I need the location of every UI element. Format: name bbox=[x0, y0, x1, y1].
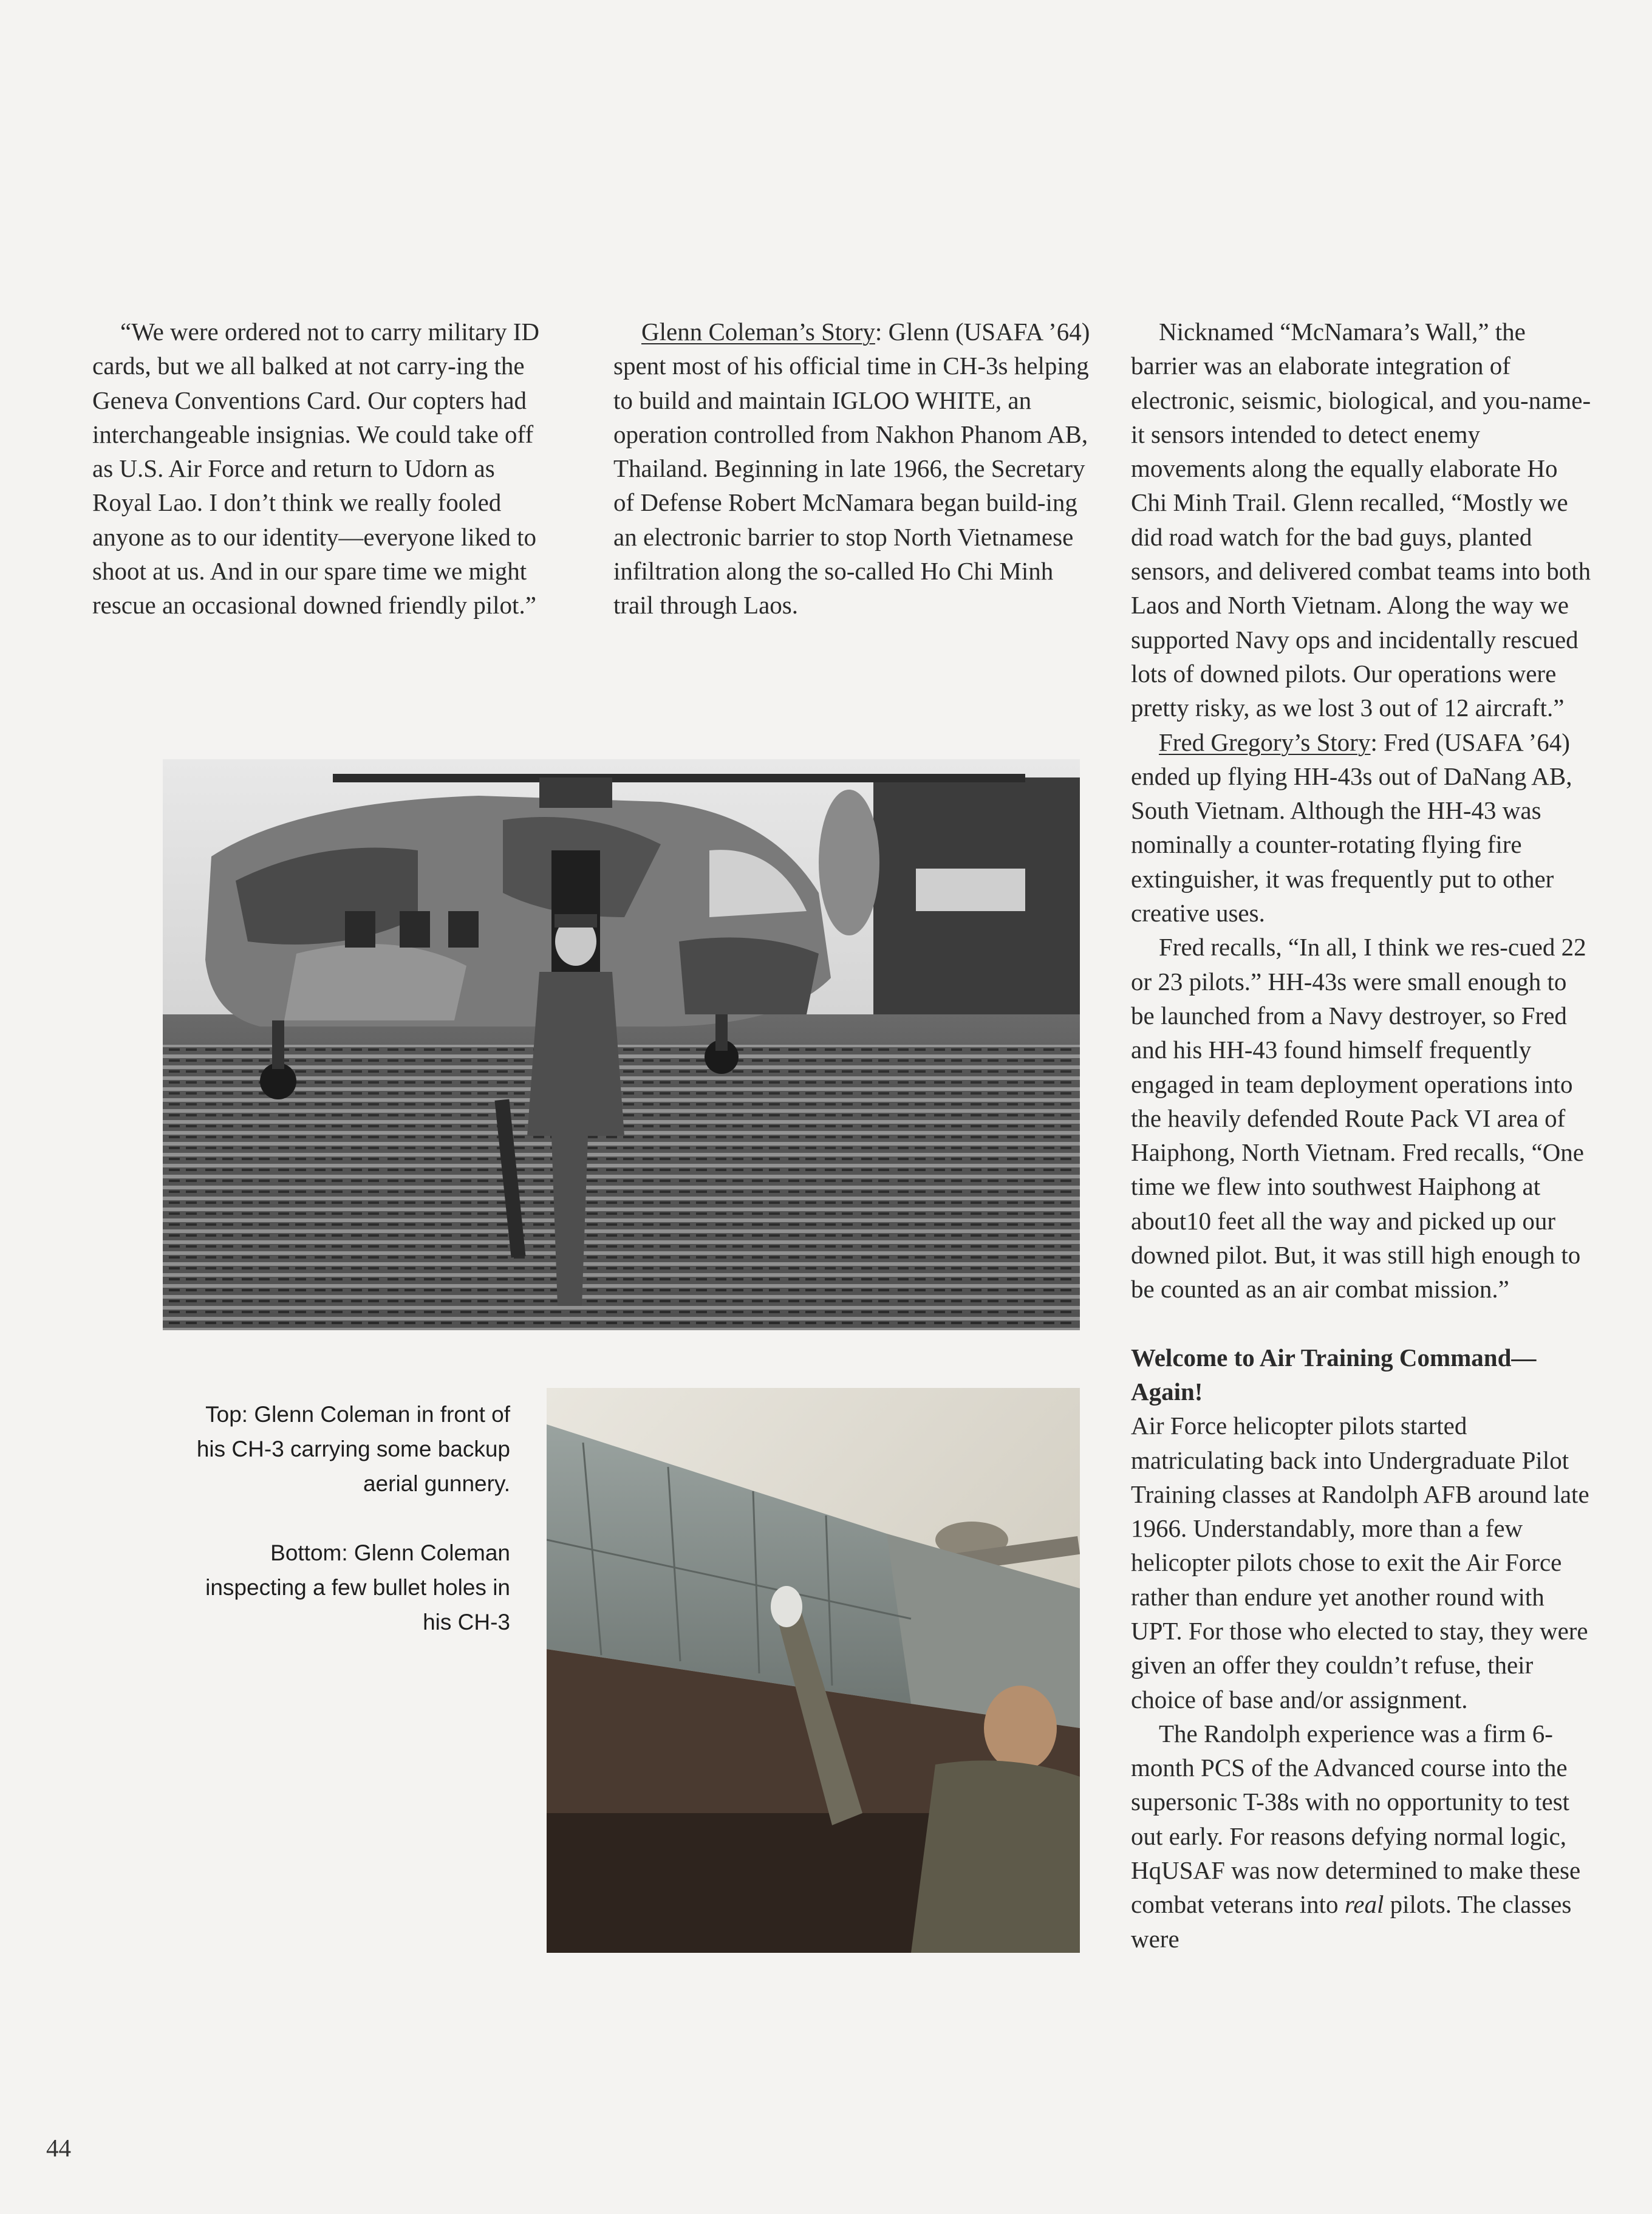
helicopter-photo-illustration bbox=[163, 759, 1080, 1330]
fred-gregory-story-text: : Fred (USAFA ’64) ended up flying HH-43s out of DaNang AB, South Vietnam. Although the HH-43 was nominally a counter-rotating flying fire extinguisher, it was frequently put to other creative uses. bbox=[1131, 728, 1572, 928]
glenn-coleman-story-text: : Glenn (USAFA ’64) spent most of his official time in CH-3s helping to build and maintain IGLOO WHITE, an operation controlled from Nakhon Phanom AB, Thailand. Beginning in late 1966, the Secretary of Defense Robert McNamara began build-ing an electronic barrier to stop North Vietnamese infiltration along the so-called Ho Chi Minh trail through Laos. bbox=[613, 318, 1090, 620]
fred-recalls-paragraph: Fred recalls, “In all, I think we res-cued 22 or 23 pilots.” HH-43s were small enough to be launched from a Navy destroyer, so Fred and his HH-43 found himself frequently engaged in team deployment operations into the heavily defended Route Pack VI area of Haiphong, North Vietnam. Fred recalls, “One time we flew into southwest Haiphong at about10 feet all the way and picked up our downed pilot. But, it was still high enough to be counted as an air combat mission.” bbox=[1131, 933, 1586, 1303]
randolph-text-a: The Randolph experience was a firm 6-month PCS of the Advanced course into the supersonic T-38s with no opportunity to test out early. For reasons defying normal logic, HqUSAF was now determined to make these combat veterans into bbox=[1131, 1719, 1581, 1919]
randolph-text-b: pilots. The classes were bbox=[1131, 1890, 1572, 1953]
randolph-text-emphasis: real bbox=[1344, 1890, 1384, 1919]
inspection-photo bbox=[547, 1388, 1080, 1953]
air-training-paragraph: Air Force helicopter pilots started matriculating back into Undergraduate Pilot Training classes at Randolph AFB around late 1966. Understandably, more than a few helicopter pilots chose to exit the Air Force rather than endure yet another round with UPT. For those who elected to stay, they were given an offer they couldn’t refuse, their choice of base and/or assignment. bbox=[1131, 1412, 1589, 1713]
left-text-column bbox=[92, 315, 555, 623]
fred-gregory-story-paragraph bbox=[1131, 725, 1592, 931]
middle-text-column bbox=[613, 315, 1093, 623]
left-paragraph-1: “We were ordered not to carry military ID cards, but we all balked at not carry-ing the Geneva Conventions Card. Our copters had interchangeable insignias. We could take off as U.S. Air Force and return to Udorn as Royal Lao. I don’t think we really fooled anyone as to our identity—everyone liked to shoot at us. And in our spare time we might rescue an occasional downed friendly pilot.” bbox=[92, 318, 539, 620]
glenn-coleman-story-label: Glenn Coleman’s Story bbox=[641, 318, 875, 346]
caption-top: Top: Glenn Coleman in front of his CH-3 carrying some backup aerial gunnery. bbox=[196, 1402, 510, 1496]
caption-bottom: Bottom: Glenn Coleman inspecting a few bullet holes in his CH-3 bbox=[205, 1540, 510, 1635]
mcnamara-wall-paragraph: Nicknamed “McNamara’s Wall,” the barrier was an elaborate integration of electronic, seismic, biological, and you-name-it sensors intended to detect enemy movements along the equally elaborate Ho Chi Minh Trail. Glenn recalled, “Mostly we did road watch for the bad guys, planted sensors, and delivered combat teams into both Laos and North Vietnam. Along the way we supported Navy ops and incidentally rescued lots of downed pilots. Our operations were pretty risky, as we lost 3 out of 12 aircraft.” bbox=[1131, 318, 1591, 722]
inspection-photo-illustration bbox=[547, 1388, 1080, 1953]
right-text-column bbox=[1131, 315, 1592, 1956]
randolph-experience-paragraph bbox=[1131, 1717, 1592, 1956]
glenn-coleman-story-paragraph bbox=[613, 315, 1093, 623]
fred-gregory-story-label: Fred Gregory’s Story bbox=[1159, 728, 1371, 756]
page-number: 44 bbox=[46, 2134, 71, 2162]
helicopter-pilot-photo bbox=[163, 759, 1080, 1330]
photo-caption bbox=[182, 1397, 510, 1639]
section-heading: Welcome to Air Training Command—Again! bbox=[1131, 1343, 1537, 1406]
